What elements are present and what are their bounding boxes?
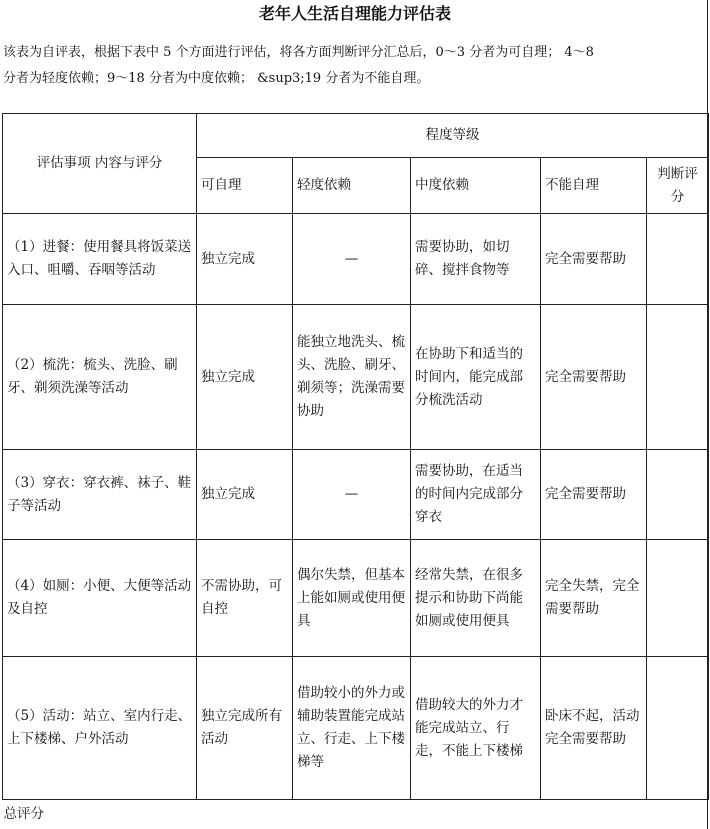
row-cell: 借助较小的外力或辅助装置能完成站立、行走、上下楼梯等	[293, 657, 411, 800]
table-row	[3, 450, 709, 540]
header-score: 判断评分	[647, 158, 709, 214]
row-cell: —	[293, 450, 411, 540]
row-item: （2）梳洗：梳头、洗脸、刷牙、剃须洗澡等活动	[3, 305, 197, 450]
row-item: （3）穿衣：穿衣裤、袜子、鞋子等活动	[3, 450, 197, 540]
row-cell: 完全需要帮助	[541, 450, 647, 540]
intro-text	[3, 40, 708, 92]
level-mild: 轻度依赖	[293, 158, 411, 214]
level-self-care: 可自理	[197, 158, 293, 214]
row-cell: 能独立地洗头、梳头、洗脸、刷牙、剃须等；洗澡需要协助	[293, 305, 411, 450]
row-cell: —	[293, 214, 411, 305]
table-row	[3, 214, 709, 305]
row-cell: 独立完成	[197, 305, 293, 450]
row-cell: 完全需要帮助	[541, 305, 647, 450]
row-item: （4）如厕：小便、大便等活动及自控	[3, 540, 197, 657]
row-item: （5）活动：站立、室内行走、上下楼梯、户外活动	[3, 657, 197, 800]
level-moderate: 中度依赖	[411, 158, 541, 214]
row-cell: 卧床不起，活动完全需要帮助	[541, 657, 647, 800]
header-level: 程度等级	[197, 114, 709, 158]
row-cell: 偶尔失禁，但基本上能如厕或使用便具	[293, 540, 411, 657]
score-cell[interactable]	[647, 540, 709, 657]
page-title: 老年人生活自理能力评估表	[258, 4, 451, 23]
row-cell: 独立完成	[197, 214, 293, 305]
total-label: 总评分	[3, 800, 709, 829]
score-cell[interactable]	[647, 657, 709, 800]
page-border	[707, 0, 708, 829]
row-item: （1）进餐：使用餐具将饭菜送入口、咀嚼、吞咽等活动	[3, 214, 197, 305]
assessment-table	[2, 113, 709, 828]
table-row	[3, 657, 709, 800]
score-cell[interactable]	[647, 450, 709, 540]
row-cell: 在协助下和适当的时间内，能完成部分梳洗活动	[411, 305, 541, 450]
row-cell: 需要协助，如切碎、搅拌食物等	[411, 214, 541, 305]
total-row	[3, 800, 709, 829]
table-row	[3, 540, 709, 657]
table-row	[3, 305, 709, 450]
level-unable: 不能自理	[541, 158, 647, 214]
row-cell: 独立完成	[197, 450, 293, 540]
row-cell: 完全失禁，完全需要帮助	[541, 540, 647, 657]
row-cell: 经常失禁，在很多提示和协助下尚能如厕或使用便具	[411, 540, 541, 657]
intro-line-2: 分者为轻度依赖；9～18 分者为中度依赖； &sup3;19 分者为不能自理。	[3, 71, 430, 86]
score-cell[interactable]	[647, 305, 709, 450]
intro-line-1: 该表为自评表，根据下表中 5 个方面进行评估，将各方面判断评分汇总后，0～3 分者为可自理； 4～8	[3, 45, 594, 60]
row-cell: 不需协助，可自控	[197, 540, 293, 657]
row-cell: 需要协助，在适当的时间内完成部分穿衣	[411, 450, 541, 540]
row-cell: 完全需要帮助	[541, 214, 647, 305]
header-item: 评估事项 内容与评分	[3, 114, 197, 214]
score-cell[interactable]	[647, 214, 709, 305]
row-cell: 借助较大的外力才能完成站立、行走，不能上下楼梯	[411, 657, 541, 800]
row-cell: 独立完成所有活动	[197, 657, 293, 800]
